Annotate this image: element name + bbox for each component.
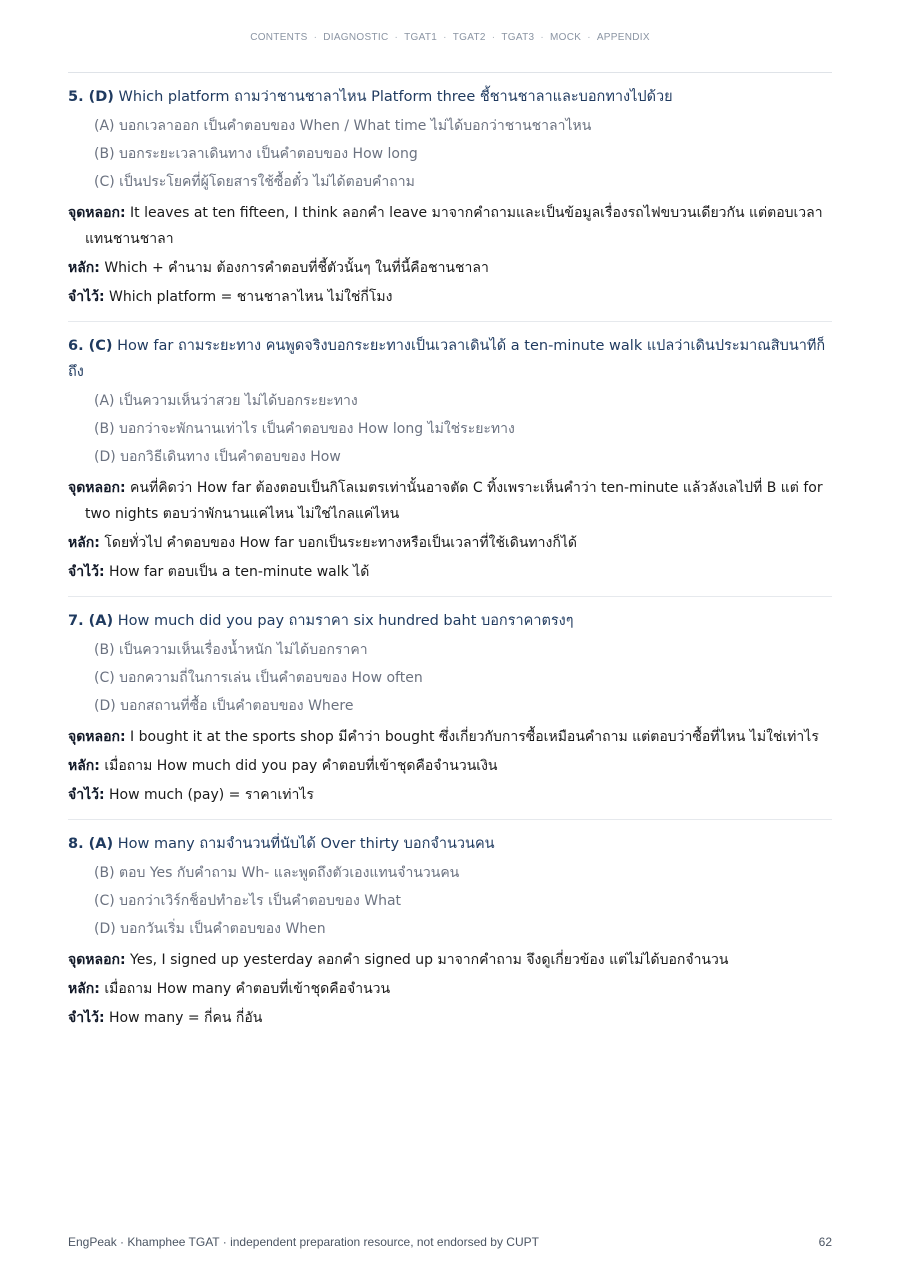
trap-label: จุดหลอก:: [68, 205, 126, 221]
trap-text: I bought it at the sports shop มีคำว่า bought ซึ่งเกี่ยวกับการซื้อเหมือนคำถาม แต่ตอบว่าซื้อที่ไหน ไม่ใช่เท่าไร: [130, 729, 819, 745]
trap-note: [68, 475, 832, 527]
nav-separator: ·: [491, 32, 496, 43]
rule-text: โดยทั่วไป คำตอบของ How far บอกเป็นระยะทางหรือเป็นเวลาที่ใช้เดินทางก็ได้: [104, 535, 577, 551]
page-footer: [68, 1235, 832, 1249]
distractor-option: (C) เป็นประโยคที่ผู้โดยสารใช้ซื้อตั๋ว ไม่ได้ตอบคำถาม: [94, 174, 415, 190]
nav-contents[interactable]: CONTENTS: [250, 32, 308, 43]
nav-separator: ·: [443, 32, 447, 43]
rule-note: [68, 530, 832, 556]
trap-label: จุดหลอก:: [68, 729, 126, 745]
rule-note: [68, 255, 832, 281]
memo-text: Which platform = ชานชาลาไหน ไม่ใช่กี่โมง: [109, 289, 393, 305]
memo-label: จำไว้:: [68, 1010, 105, 1026]
question-heading: [68, 608, 832, 634]
distractor-list: [68, 112, 832, 196]
memo-text: How many = กี่คน กี่อัน: [109, 1010, 263, 1026]
question-6-block: [68, 322, 832, 597]
footer-credit: EngPeak · Khamphee TGAT · independent preparation resource, not endorsed by CUPT: [68, 1235, 539, 1249]
trap-label: จุดหลอก:: [68, 480, 126, 496]
rule-text: เมื่อถาม How many คำตอบที่เข้าชุดคือจำนวน: [104, 981, 391, 997]
question-number-answer: 6. (C): [68, 338, 113, 354]
distractor-option: (D) บอกสถานที่ซื้อ เป็นคำตอบของ Where: [94, 698, 354, 714]
question-explanation: Which platform ถามว่าชานชาลาไหน Platform three ชี้ชานชาลาและบอกทางไปด้วย: [118, 89, 673, 105]
question-heading: [68, 84, 832, 110]
top-navigation: [0, 32, 900, 43]
distractor-option: (D) บอกวันเริ่ม เป็นคำตอบของ When: [94, 921, 326, 937]
distractor-list: [68, 636, 832, 720]
answer-explanations: [68, 72, 832, 1042]
question-number-answer: 5. (D): [68, 89, 114, 105]
nav-separator: ·: [313, 32, 318, 43]
trap-text: It leaves at ten fifteen, I think ลอกคำ leave มาจากคำถามและเป็นข้อมูลเรื่องรถไฟขบวนเดียวกัน แต่ตอบเวลาแทนชานชาลา: [85, 205, 823, 247]
nav-diagnostic[interactable]: DIAGNOSTIC: [323, 32, 389, 43]
distractor-option: (B) บอกระยะเวลาเดินทาง เป็นคำตอบของ How long: [94, 146, 418, 162]
trap-note: [68, 200, 832, 252]
rule-note: [68, 753, 832, 779]
rule-label: หลัก:: [68, 758, 100, 774]
nav-tgat2[interactable]: TGAT2: [452, 32, 486, 43]
memo-label: จำไว้:: [68, 564, 105, 580]
memo-note: [68, 1005, 832, 1031]
question-5-block: [68, 73, 832, 322]
question-explanation: How many ถามจำนวนที่นับได้ Over thirty บอกจำนวนคน: [117, 836, 495, 852]
distractor-list: [68, 859, 832, 943]
distractor-option: (B) เป็นความเห็นเรื่องน้ำหนัก ไม่ได้บอกราคา: [94, 642, 368, 658]
memo-note: [68, 284, 832, 310]
distractor-option: (D) บอกวิธีเดินทาง เป็นคำตอบของ How: [94, 449, 341, 465]
question-8-block: [68, 820, 832, 1042]
page-number: 62: [818, 1235, 832, 1249]
memo-label: จำไว้:: [68, 787, 105, 803]
nav-mock[interactable]: MOCK: [549, 32, 582, 43]
trap-note: [68, 947, 832, 973]
memo-note: [68, 782, 832, 808]
nav-appendix[interactable]: APPENDIX: [596, 32, 650, 43]
rule-text: เมื่อถาม How much did you pay คำตอบที่เข้าชุดคือจำนวนเงิน: [104, 758, 498, 774]
trap-note: [68, 724, 832, 750]
memo-label: จำไว้:: [68, 289, 105, 305]
memo-text: How much (pay) = ราคาเท่าไร: [109, 787, 314, 803]
nav-separator: ·: [540, 32, 544, 43]
question-number-answer: 8. (A): [68, 836, 114, 852]
rule-label: หลัก:: [68, 260, 100, 276]
trap-text: Yes, I signed up yesterday ลอกคำ signed up มาจากคำถาม จึงดูเกี่ยวข้อง แต่ไม่ได้บอกจำนวน: [130, 952, 729, 968]
question-heading: [68, 831, 832, 857]
question-heading: [68, 333, 832, 385]
trap-text: คนที่คิดว่า How far ต้องตอบเป็นกิโลเมตรเท่านั้นอาจตัด C ทิ้งเพราะเห็นคำว่า ten-minute แล้วลังเลไปที่ B แต่ for two nights ตอบว่าพักนานแค่ไหน ไม่ใช่ไกลแค่ไหน: [85, 480, 823, 522]
nav-tgat3[interactable]: TGAT3: [501, 32, 535, 43]
nav-separator: ·: [394, 32, 399, 43]
distractor-option: (A) บอกเวลาออก เป็นคำตอบของ When / What time ไม่ได้บอกว่าชานชาลาไหน: [94, 118, 592, 134]
rule-label: หลัก:: [68, 981, 100, 997]
rule-note: [68, 976, 832, 1002]
distractor-option: (B) บอกว่าจะพักนานเท่าไร เป็นคำตอบของ How long ไม่ใช่ระยะทาง: [94, 421, 515, 437]
distractor-option: (C) บอกความถี่ในการเล่น เป็นคำตอบของ How often: [94, 670, 423, 686]
nav-tgat1[interactable]: TGAT1: [404, 32, 438, 43]
memo-note: [68, 559, 832, 585]
question-7-block: [68, 597, 832, 820]
trap-label: จุดหลอก:: [68, 952, 126, 968]
rule-text: Which + คำนาม ต้องการคำตอบที่ชี้ตัวนั้นๆ ในที่นี้คือชานชาลา: [104, 260, 489, 276]
question-explanation: How far ถามระยะทาง คนพูดจริงบอกระยะทางเป็นเวลาเดินได้ a ten-minute walk แปลว่าเดินประมาณสิบนาทีก็ถึง: [68, 338, 826, 380]
nav-separator: ·: [587, 32, 591, 43]
question-explanation: How much did you pay ถามราคา six hundred baht บอกราคาตรงๆ: [117, 613, 574, 629]
question-number-answer: 7. (A): [68, 613, 114, 629]
distractor-option: (C) บอกว่าเวิร์กช็อปทำอะไร เป็นคำตอบของ What: [94, 893, 402, 909]
distractor-list: [68, 387, 832, 471]
memo-text: How far ตอบเป็น a ten-minute walk ได้: [109, 564, 370, 580]
distractor-option: (A) เป็นความเห็นว่าสวย ไม่ได้บอกระยะทาง: [94, 393, 358, 409]
distractor-option: (B) ตอบ Yes กับคำถาม Wh- และพูดถึงตัวเองแทนจำนวนคน: [94, 865, 460, 881]
rule-label: หลัก:: [68, 535, 100, 551]
